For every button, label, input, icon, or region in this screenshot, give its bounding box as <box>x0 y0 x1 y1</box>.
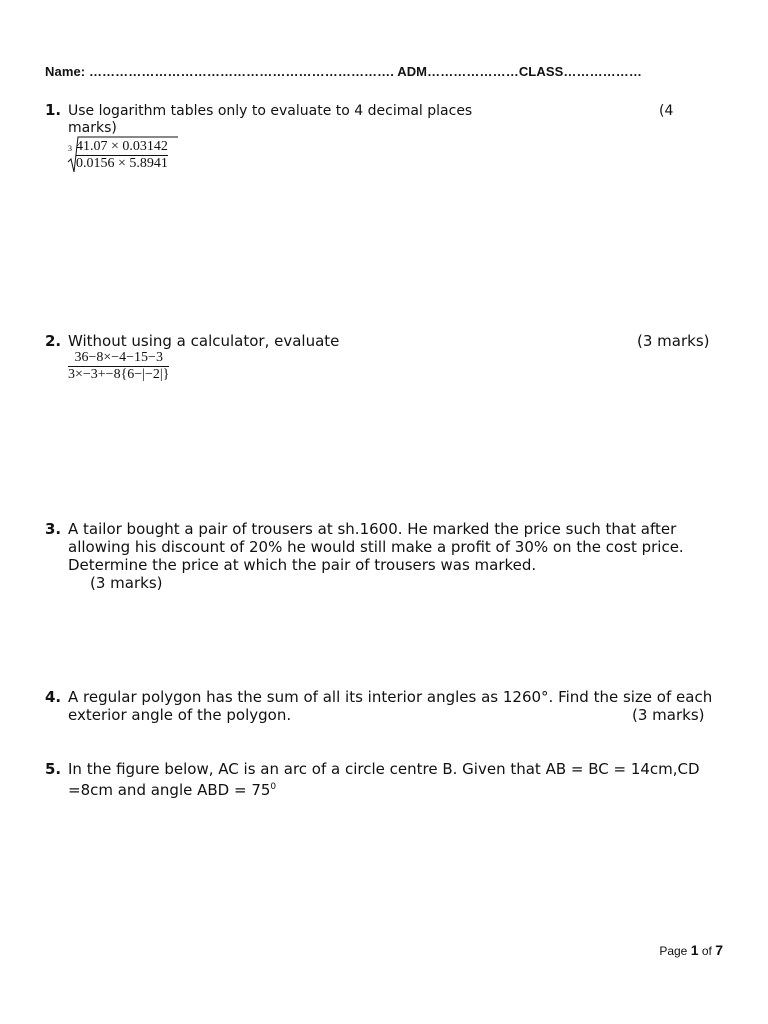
question-4-text <box>68 688 712 724</box>
question-1-fraction <box>76 139 168 172</box>
question-4-marks: (3 marks) <box>632 706 705 724</box>
question-1-text: Use logarithm tables only to evaluate to 4 decimal places <box>68 103 473 119</box>
question-2-denominator: 3×−3+−8{6−|−2|} <box>68 367 170 382</box>
current-page: 1 <box>690 942 699 958</box>
question-3-number: 3. <box>45 520 62 538</box>
question-1-number: 1. <box>45 101 62 119</box>
question-5-line-2-text: =8cm and angle ABD = 75 <box>68 781 271 799</box>
question-1-marks-cont: marks) <box>68 120 117 136</box>
question-5-line-1: In the figure below, AC is an arc of a circle centre B. Given that AB = BC = 14cm,CD <box>68 760 700 778</box>
page-number <box>659 942 723 958</box>
class-label: CLASS <box>518 64 564 79</box>
name-field: ……………………………………………………………. <box>85 64 398 79</box>
page-word: Page <box>659 944 688 958</box>
question-5-text <box>68 760 700 799</box>
question-3-line-3: Determine the price at which the pair of trousers was marked. <box>68 556 537 574</box>
question-4-line-2: exterior angle of the polygon. <box>68 706 292 724</box>
adm-label: ADM <box>397 64 428 79</box>
adm-field: ………………… <box>427 64 519 79</box>
question-1-numerator: 41.07 × 0.03142 <box>76 139 168 154</box>
name-label: Name: <box>45 64 86 79</box>
question-3-text <box>68 520 684 592</box>
question-2-marks: (3 marks) <box>637 332 710 350</box>
question-1-denominator: 0.0156 × 5.8941 <box>76 156 168 171</box>
degree-superscript: 0 <box>270 782 277 792</box>
question-5-line-2 <box>68 778 700 799</box>
of-word: of <box>701 944 712 958</box>
question-3-line-1: A tailor bought a pair of trousers at sh.1600. He marked the price such that after <box>68 520 677 538</box>
question-5-number: 5. <box>45 760 62 778</box>
question-4-number: 4. <box>45 688 62 706</box>
class-field: ……………… <box>563 64 642 79</box>
question-2-text: Without using a calculator, evaluate <box>68 332 340 350</box>
question-1-marks: (4 <box>659 103 674 119</box>
student-details-line <box>45 64 642 79</box>
question-2-number: 2. <box>45 332 62 350</box>
total-pages: 7 <box>715 942 723 958</box>
question-3-line-2: allowing his discount of 20% he would still make a profit of 30% on the cost price. <box>68 538 684 556</box>
question-3-marks: (3 marks) <box>90 574 163 592</box>
cube-root-index: 3 <box>68 144 72 153</box>
question-2-fraction <box>68 350 169 383</box>
question-4-line-1: A regular polygon has the sum of all its interior angles as 1260°. Find the size of each <box>68 688 713 706</box>
question-2-numerator: 36−8×−4−15−3 <box>74 350 163 365</box>
